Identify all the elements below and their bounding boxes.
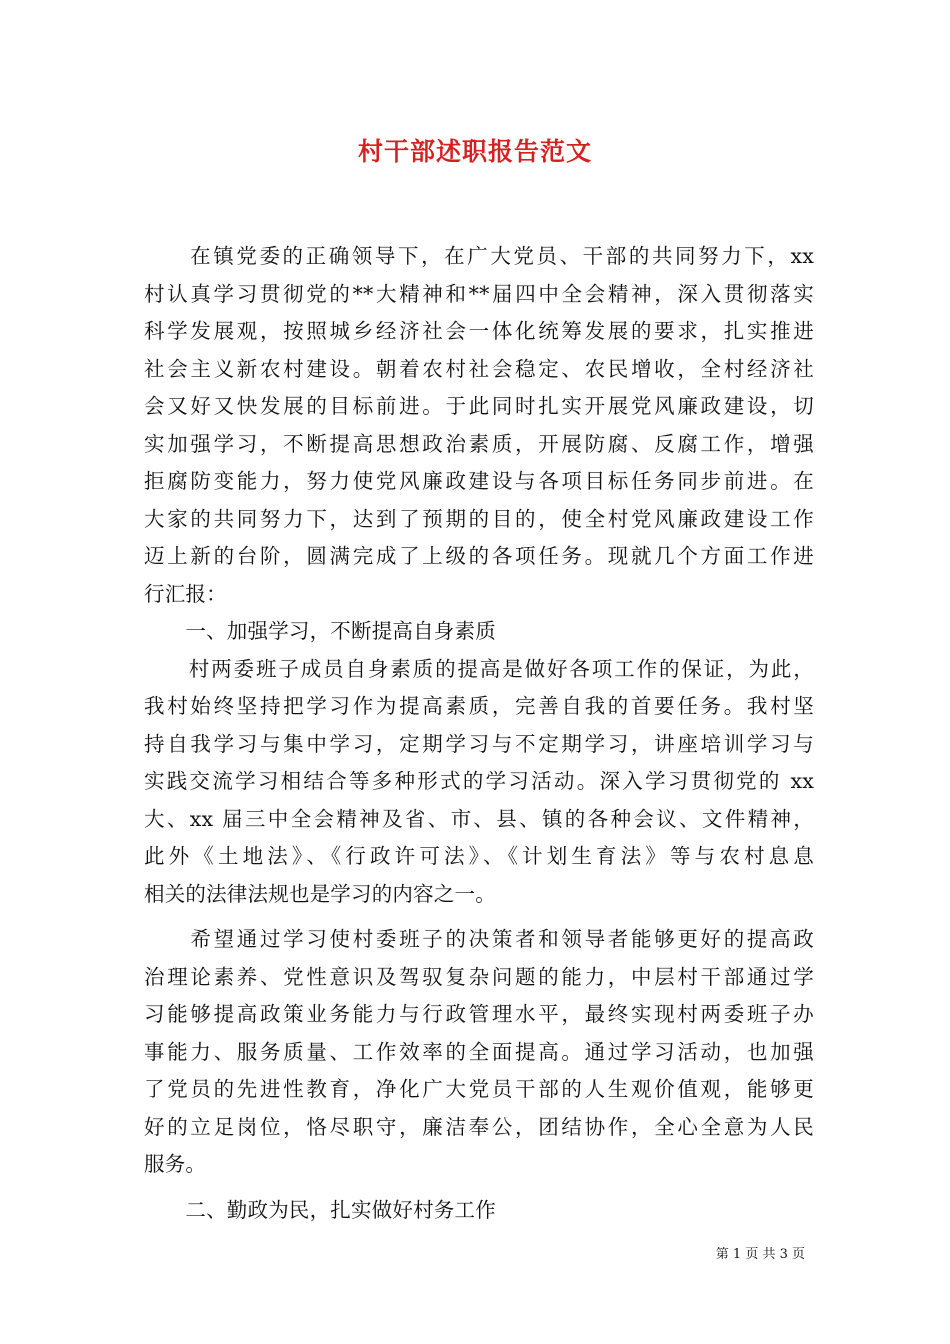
- text-line: 好的立足岗位，恪尽职守，廉洁奉公，团结协作，全心全意为人民: [144, 1114, 814, 1139]
- document-title: 村干部述职报告范文: [357, 137, 592, 166]
- text-line: 我村始终坚持把学习作为提高素质，完善自我的首要任务。我村坚: [144, 694, 814, 718]
- text-line: 服务。: [144, 1152, 207, 1176]
- text-line: 迈上新的台阶，圆满完成了上级的各项任务。现就几个方面工作进: [144, 544, 814, 568]
- text-line: 此外《土地法》、《行政许可法》、《计划生育法》等与农村息息: [144, 844, 814, 868]
- text-line: 实加强学习，不断提高思想政治素质，开展防腐、反腐工作，增强: [144, 431, 814, 456]
- text-line: 持自我学习与集中学习，定期学习与不定期学习，讲座培训学习与: [144, 731, 814, 756]
- section-heading-2: [144, 1192, 814, 1230]
- section-heading-1: [144, 613, 814, 651]
- paragraph-study: [144, 651, 814, 914]
- text-line: 相关的法律法规也是学习的内容之一。: [144, 881, 496, 906]
- text-line: 拒腐防变能力，努力使党风廉政建设与各项目标任务同步前进。在: [144, 469, 814, 493]
- document-body: [144, 238, 814, 1229]
- text-line: 村认真学习贯彻党的**大精神和**届四中全会精神，深入贯彻落实: [144, 281, 814, 306]
- text-line: 事能力、服务质量、工作效率的全面提高。通过学习活动，也加强: [144, 1039, 814, 1064]
- paragraph-spacer: [144, 913, 814, 921]
- section-heading-text: 一、加强学习，不断提高自身素质: [144, 619, 496, 643]
- text-line: 科学发展观，按照城乡经济社会一体化统筹发展的要求，扎实推进: [144, 319, 814, 343]
- text-line: 村两委班子成员自身素质的提高是做好各项工作的保证，为此，: [144, 656, 814, 681]
- paragraph-intro: [144, 238, 814, 613]
- text-line: 希望通过学习使村委班子的决策者和领导者能够更好的提高政: [144, 927, 814, 951]
- section-heading-text: 二、勤政为民，扎实做好村务工作: [144, 1197, 496, 1222]
- text-line: 治理论素养、党性意识及驾驭复杂问题的能力，中层村干部通过学: [144, 964, 814, 989]
- text-line: 行汇报：: [144, 581, 227, 606]
- paragraph-spacer: [144, 1184, 814, 1192]
- text-line: 大、xx 届三中全会精神及省、市、县、镇的各种会议、文件精神，: [144, 806, 814, 831]
- text-line: 会又好又快发展的目标前进。于此同时扎实开展党风廉政建设，切: [144, 394, 814, 418]
- page-number-footer: 第 1 页 共 3 页: [715, 1247, 805, 1262]
- text-line: 在镇党委的正确领导下，在广大党员、干部的共同努力下，xx: [144, 244, 814, 268]
- text-line: 实践交流学习相结合等多种形式的学习活动。深入学习贯彻党的 xx: [144, 769, 814, 793]
- text-line: 了党员的先进性教育，净化广大党员干部的人生观价值观，能够更: [144, 1077, 814, 1101]
- text-line: 社会主义新农村建设。朝着农村社会稳定、农民增收，全村经济社: [144, 356, 814, 381]
- text-line: 习能够提高政策业务能力与行政管理水平，最终实现村两委班子办: [144, 1002, 814, 1026]
- paragraph-hope: [144, 921, 814, 1184]
- text-line: 大家的共同努力下，达到了预期的目的，使全村党风廉政建设工作: [144, 506, 814, 531]
